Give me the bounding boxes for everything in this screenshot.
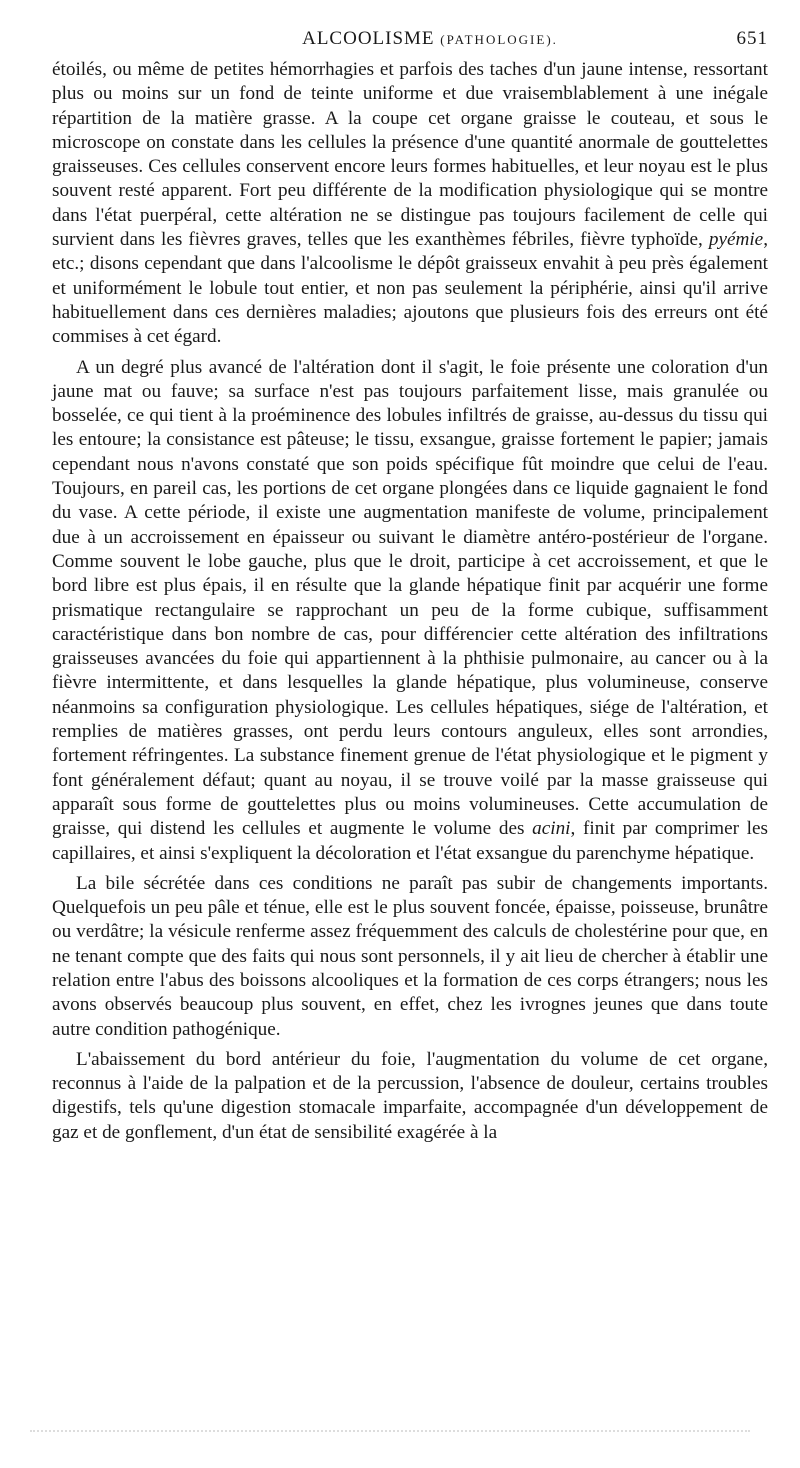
body-text bbox=[52, 58, 768, 1145]
page-number: 651 bbox=[736, 28, 768, 49]
page-footer-rule bbox=[30, 1430, 750, 1434]
paragraph-1-italic: pyémie bbox=[708, 229, 764, 251]
paragraph-3-text: La bile sécrétée dans ces conditions ne paraît pas subir de changements importants. Quelquefois un peu pâle et ténue, elle est le plus souvent foncée, épaisse, poisseuse, brunâtre ou verdâtre; la vésicule renferme assez fréquemment des calculs de cholestérine pour que, en ne tenant compte que des faits qui nous sont personnels, il y ait lieu de chercher à établir une relation entre l'abus des boissons alcooliques et la formation de ces corps étrangers; nous les avons observés beaucoup plus souvent, en effet, chez les ivrognes jeunes que dans toute autre condition pathogénique. bbox=[52, 872, 768, 1040]
paragraph-1 bbox=[52, 58, 768, 350]
paragraph-2-text-after: , finit par comprimer les capillaires, et ainsi s'expliquent la décoloration et l'état exsangue du parenchyme hépatique. bbox=[52, 818, 768, 864]
running-title bbox=[52, 28, 768, 50]
paragraph-4-text: L'abaissement du bord antérieur du foie, l'augmentation du volume de cet organe, reconnus à l'aide de la palpation et de la percussion, l'absence de douleur, certains troubles digestifs, tels qu'une digestion stomacale imparfaite, accompagnée d'un développement de gaz et de gonflement, d'un état de sensibilité exagérée à la bbox=[52, 1048, 768, 1143]
paragraph-2 bbox=[52, 356, 768, 866]
paragraph-1-text-after: , etc.; disons cependant que dans l'alcoolisme le dépôt graisseux envahit à peu près également et uniformément le lobule tout entier, et non pas seulement la périphérie, ainsi qu'il arrive habituellement dans ces dernières maladies; ajoutons que plusieurs fois des erreurs ont été commises à cet égard. bbox=[52, 229, 768, 348]
running-head bbox=[52, 28, 768, 58]
paragraph-2-text: A un degré plus avancé de l'altération dont il s'agit, le foie présente une coloration d'un jaune mat ou fauve; sa surface n'est pas toujours parfaitement lisse, mais granulée ou bosselée, ce qui tient à la proéminence des lobules infiltrés de graisse, au-dessus du tissu qui les entoure; la consistance est pâteuse; le tissu, exsangue, graisse fortement le papier; jamais cependant nous n'avons constaté que son poids spécifique fût moindre que celui de l'eau. Toujours, en pareil cas, les portions de cet organe plongées dans ce liquide gagnaient le fond du vase. A cette période, il existe une augmentation manifeste de volume, principalement due à un accroissement en épaisseur ou suivant le diamètre antéro-postérieur de l'organe. Comme souvent le lobe gauche, plus que le droit, participe à cet accroissement, et que le bord libre est plus épais, il en résulte que la glande hépatique finit par acquérir une forme prismatique rectangulaire se rapprochant un peu de la forme cubique, suffisamment caractéristique dans bon nombre de cas, pour différencier cette altération des infiltrations graisseuses avancées du foie qui appartiennent à la phthisie pulmonaire, au cancer ou à la fièvre intermittente, et dans lesquelles la glande hépatique, plus volumineuse, conserve néanmoins sa configuration physiologique. Les cellules hépatiques, siége de l'altération, et remplies de matières grasses, ont perdu leurs contours anguleux, elles sont arrondies, fortement réfringentes. La substance finement grenue de l'état physiologique et le pigment y font généralement défaut; quant au noyau, il se trouve voilé par la masse graisseuse qui apparaît sous forme de gouttelettes plus ou moins volumineuses. Cette accumulation de graisse, qui distend les cellules et augmente le volume des bbox=[52, 356, 768, 840]
document-page bbox=[52, 28, 768, 1145]
paragraph-2-italic: acini bbox=[532, 818, 571, 840]
running-title-main: ALCOOLISME bbox=[302, 28, 435, 49]
paragraph-3 bbox=[52, 872, 768, 1042]
paragraph-1-text: étoilés, ou même de petites hémorrhagies et parfois des taches d'un jaune intense, ressortant plus ou moins sur un fond de teinte uniforme et due vraisemblablement à une inégale répartition de la matière grasse. A la coupe cet organe graisse le couteau, et sous le microscope on constate dans les cellules la présence d'une quantité anormale de gouttelettes graisseuses. Ces cellules conservent encore leurs formes habituelles, et leur noyau est le plus souvent resté apparent. Fort peu différente de la modification physiologique qui se montre dans l'état puerpéral, cette altération ne se distingue pas toujours facilement de celle qui survient dans les fièvres graves, telles que les exanthèmes fébriles, fièvre typhoïde, bbox=[52, 59, 768, 251]
running-title-subtitle: (PATHOLOGIE). bbox=[440, 32, 558, 47]
paragraph-4 bbox=[52, 1048, 768, 1145]
